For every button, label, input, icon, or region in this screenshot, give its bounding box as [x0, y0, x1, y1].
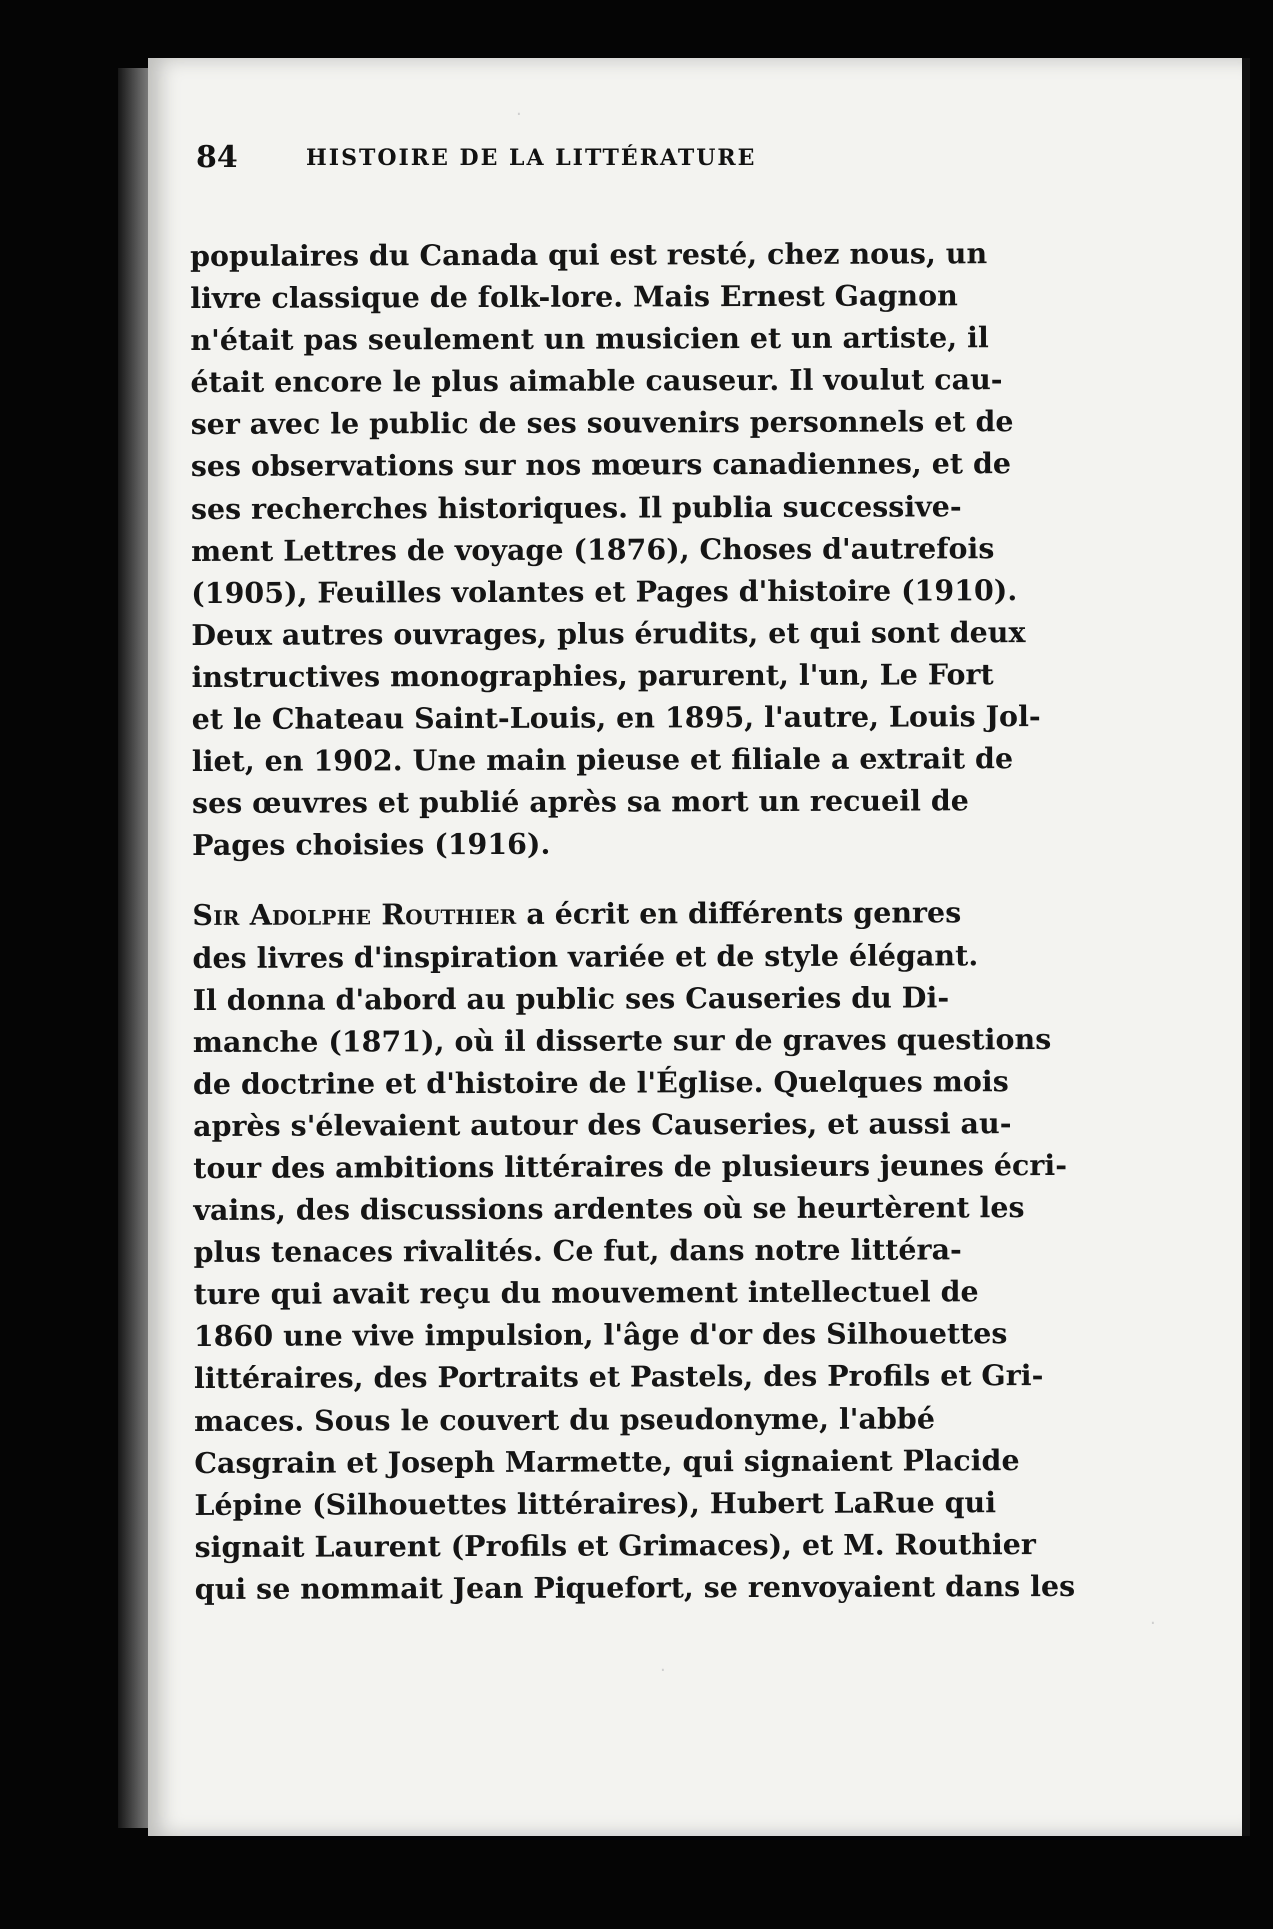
text-fragment: a écrit en différents genres — [516, 895, 962, 932]
text-line: après s'élevaient autour des Causeries, et aussi au- — [193, 1106, 1012, 1143]
running-title: HISTOIRE DE LA LITTÉRATURE — [306, 145, 757, 171]
text-line: signait Laurent (Profils et Grimaces), et M. Routhier — [194, 1526, 1036, 1564]
speck-mark: · — [516, 104, 522, 125]
text-line — [192, 892, 977, 937]
text-line: ses observations sur nos mœurs canadiennes, et de — [190, 446, 1012, 484]
text-line: littéraires, des Portraits et Pastels, des Profils et Gri- — [193, 1358, 1044, 1396]
text-line: de doctrine et d'histoire de l'Église. Quelques mois — [192, 1063, 1009, 1101]
text-line: et le Chateau Saint-Louis, en 1895, l'autre, Louis Jol- — [191, 699, 1041, 737]
text-line: ser avec le public de ses souvenirs personnels et de — [190, 404, 1014, 442]
speck-mark: · — [1150, 1613, 1156, 1634]
text-line: populaires du Canada qui est resté, chez nous, un — [190, 236, 988, 273]
page-number: 84 — [196, 140, 238, 175]
text-line: Il donna d'abord au public ses Causeries du Di- — [192, 979, 950, 1017]
author-name: Sir Adolphe Routhier — [192, 897, 517, 933]
paragraph-gap — [192, 864, 977, 895]
text-line: Casgrain et Joseph Marmette, qui signaient Placide — [194, 1442, 1020, 1480]
page-right-edge — [1242, 58, 1250, 1836]
text-line: n'était pas seulement un musicien et un artiste, il — [190, 320, 989, 358]
text-line: Lépine (Silhouettes littéraires), Hubert LaRue qui — [194, 1484, 997, 1522]
text-line: (1905), Feuilles volantes et Pages d'histoire (1910). — [191, 572, 1018, 610]
speck-mark: · — [660, 1660, 666, 1681]
text-line: qui se nommait Jean Piquefort, se renvoyaient dans les — [194, 1568, 1076, 1606]
text-line: était encore le plus aimable causeur. Il voulut cau- — [190, 362, 1003, 400]
text-line: tour des ambitions littéraires de plusieurs jeunes écri- — [193, 1147, 1068, 1185]
paragraph-1 — [190, 232, 1041, 866]
text-line: livre classique de folk-lore. Mais Ernest Gagnon — [190, 278, 958, 316]
text-line: Deux autres ouvrages, plus érudits, et qui sont deux — [191, 614, 1026, 652]
text-line: 1860 une vive impulsion, l'âge d'or des Silhouettes — [193, 1316, 1008, 1354]
text-line: manche (1871), où il disserte sur de graves questions — [192, 1021, 1052, 1059]
text-line: ses œuvres et publié après sa mort un recueil de — [191, 783, 969, 821]
text-line: ture qui avait reçu du mouvement intellectuel de — [193, 1274, 979, 1312]
paragraph-2 — [192, 892, 1076, 1610]
text-line: des livres d'inspiration variée et de style élégant. — [192, 937, 979, 975]
page-header — [196, 140, 956, 190]
text-line: liet, en 1902. Une main pieuse et filiale a extrait de — [191, 741, 1014, 779]
text-line: ses recherches historiques. Il publia successive- — [190, 488, 962, 526]
text-line: vains, des discussions ardentes où se heurtèrent les — [193, 1190, 1025, 1228]
page-text — [190, 232, 1076, 1610]
text-line: plus tenaces rivalités. Ce fut, dans notre littéra- — [193, 1232, 962, 1270]
text-line: Pages choisies (1916). — [192, 827, 551, 863]
text-line: ment Lettres de voyage (1876), Choses d'autrefois — [191, 530, 995, 568]
text-line: instructives monographies, parurent, l'un, Le Fort — [191, 657, 994, 694]
text-line: maces. Sous le couvert du pseudonyme, l'abbé — [194, 1400, 935, 1438]
